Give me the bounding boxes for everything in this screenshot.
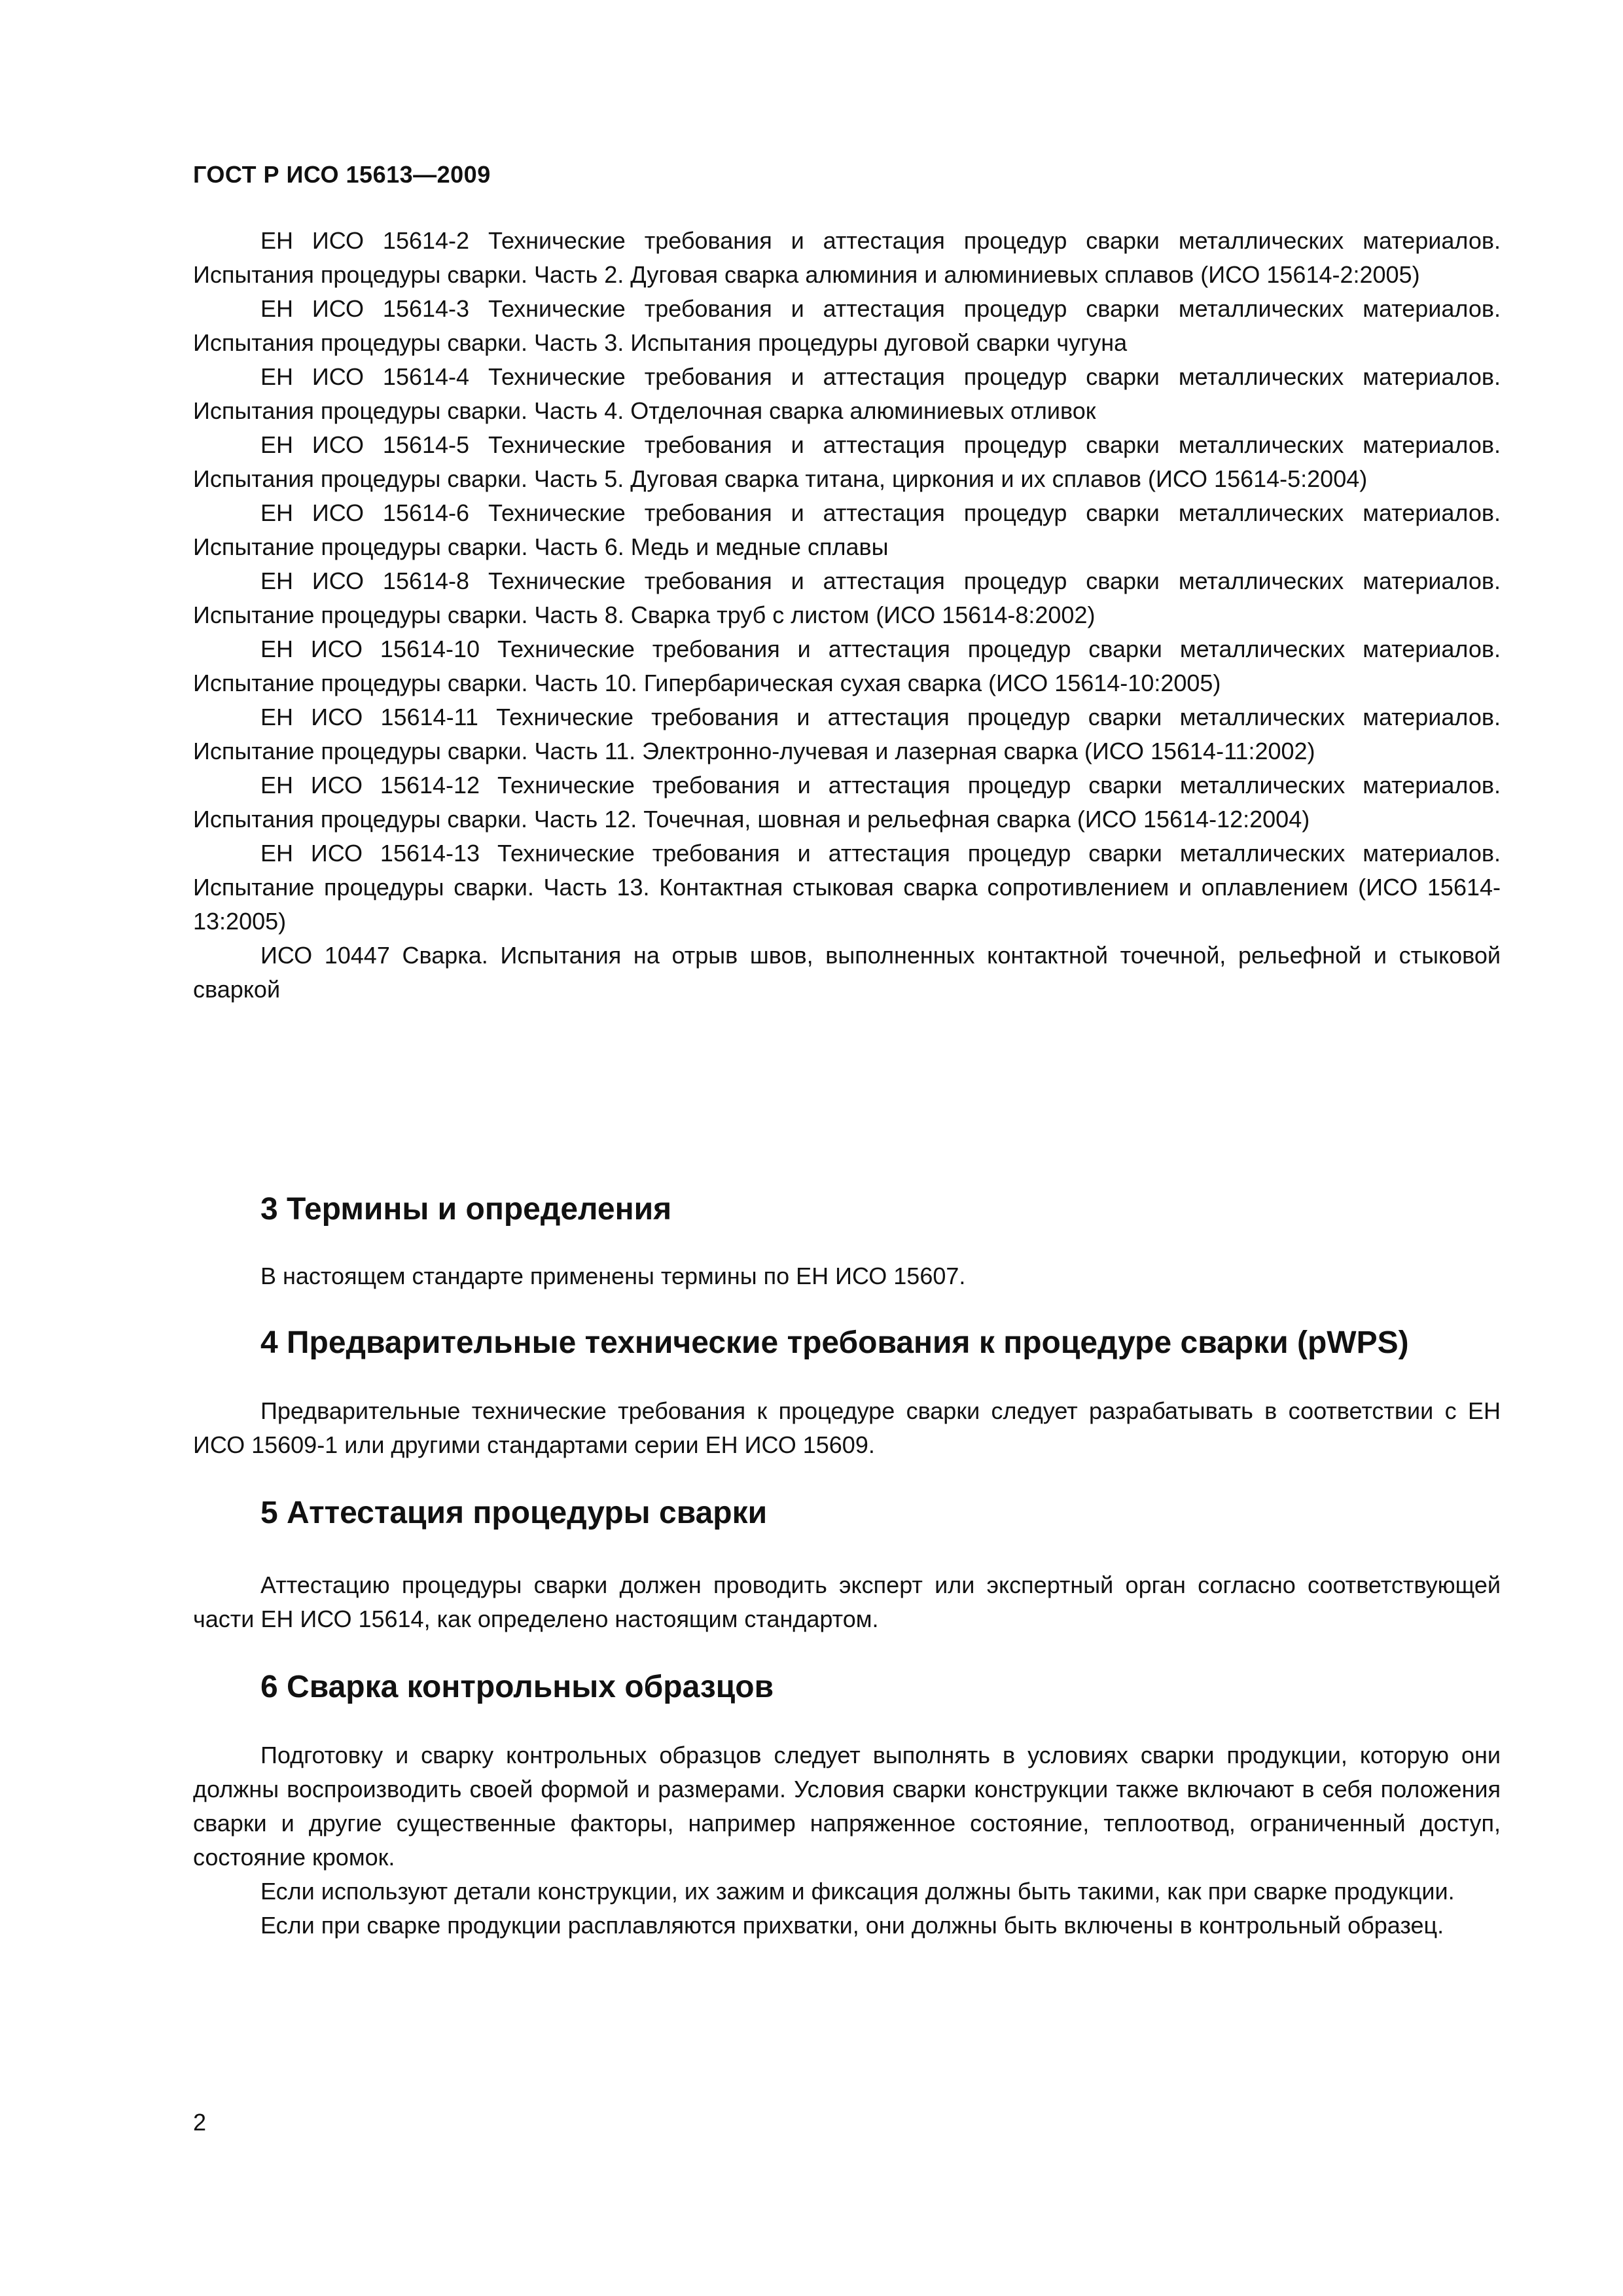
reference-item: ЕН ИСО 15614-5 Технические требования и аттестация процедур сварки металлических материалов. Испытания процедуры сварки. Часть 5. Дуговая сварка титана, циркония и их сплавов (ИСО 15614-5:2004) xyxy=(193,431,1501,492)
section-3-body xyxy=(193,1259,1501,1293)
section-4-body xyxy=(193,1394,1501,1462)
section-6-heading: 6 Сварка контрольных образцов xyxy=(260,1670,774,1704)
section-4-paragraph: Предварительные технические требования к процедуре сварки следует разрабатывать в соответствии с ЕН ИСО 15609-1 или другими стандартами серии ЕН ИСО 15609. xyxy=(193,1397,1501,1458)
section-4-heading: 4 Предварительные технические требования к процедуре сварки (pWPS) xyxy=(260,1325,1409,1360)
page-number: 2 xyxy=(193,2109,207,2136)
reference-item: ЕН ИСО 15614-4 Технические требования и аттестация процедур сварки металлических материалов. Испытания процедуры сварки. Часть 4. Отделочная сварка алюминиевых отливок xyxy=(193,363,1501,424)
reference-item: ИСО 10447 Сварка. Испытания на отрыв швов, выполненных контактной точечной, рельефной и стыковой сваркой xyxy=(193,942,1501,1003)
normative-references-list xyxy=(193,224,1501,1007)
reference-item: ЕН ИСО 15614-12 Технические требования и аттестация процедур сварки металлических материалов. Испытания процедуры сварки. Часть 12. Точечная, шовная и рельефная сварка (ИСО 15614-12:2004) xyxy=(193,772,1501,833)
document-code-header: ГОСТ Р ИСО 15613—2009 xyxy=(193,161,491,188)
section-5-heading: 5 Аттестация процедуры сварки xyxy=(260,1496,768,1530)
reference-item: ЕН ИСО 15614-6 Технические требования и аттестация процедур сварки металлических материалов. Испытание процедуры сварки. Часть 6. Медь и медные сплавы xyxy=(193,499,1501,560)
reference-item: ЕН ИСО 15614-8 Технические требования и аттестация процедур сварки металлических материалов. Испытание процедуры сварки. Часть 8. Сварка труб с листом (ИСО 15614-8:2002) xyxy=(193,567,1501,628)
reference-item: ЕН ИСО 15614-13 Технические требования и аттестация процедур сварки металлических материалов. Испытание процедуры сварки. Часть 13. Контактная стыковая сварка сопротивлением и оплавлением (ИСО 15614-13:2005) xyxy=(193,840,1501,935)
reference-item: ЕН ИСО 15614-2 Технические требования и аттестация процедур сварки металлических материалов. Испытания процедуры сварки. Часть 2. Дуговая сварка алюминия и алюминиевых сплавов (ИСО 15614-2:2005) xyxy=(193,227,1501,288)
section-3-paragraph: В настоящем стандарте применены термины по ЕН ИСО 15607. xyxy=(260,1263,966,1289)
reference-item: ЕН ИСО 15614-11 Технические требования и аттестация процедур сварки металлических материалов. Испытание процедуры сварки. Часть 11. Электронно-лучевая и лазерная сварка (ИСО 15614-11:2002) xyxy=(193,704,1501,764)
section-5-body xyxy=(193,1568,1501,1636)
section-6-paragraph: Подготовку и сварку контрольных образцов следует выполнять в условиях сварки продукции, которую они должны воспроизводить своей формой и размерами. Условия сварки конструкции также включают в себя положения сварки и другие существенные факторы, например напряженное состояние, теплоотвод, ограниченный доступ, состояние кромок. xyxy=(193,1742,1501,1871)
reference-item: ЕН ИСО 15614-3 Технические требования и аттестация процедур сварки металлических материалов. Испытания процедуры сварки. Часть 3. Испытания процедуры дуговой сварки чугуна xyxy=(193,295,1501,356)
section-6-body xyxy=(193,1738,1501,1943)
section-6-paragraph: Если при сварке продукции расплавляются прихватки, они должны быть включены в контрольный образец. xyxy=(260,1912,1444,1939)
section-3-heading: 3 Термины и определения xyxy=(260,1192,672,1227)
reference-item: ЕН ИСО 15614-10 Технические требования и аттестация процедур сварки металлических материалов. Испытание процедуры сварки. Часть 10. Гипербарическая сухая сварка (ИСО 15614-10:2005) xyxy=(193,636,1501,696)
section-6-paragraph: Если используют детали конструкции, их зажим и фиксация должны быть такими, как при сварке продукции. xyxy=(260,1878,1455,1905)
section-5-paragraph: Аттестацию процедуры сварки должен проводить эксперт или экспертный орган согласно соответствующей части ЕН ИСО 15614, как определено настоящим стандартом. xyxy=(193,1571,1501,1632)
